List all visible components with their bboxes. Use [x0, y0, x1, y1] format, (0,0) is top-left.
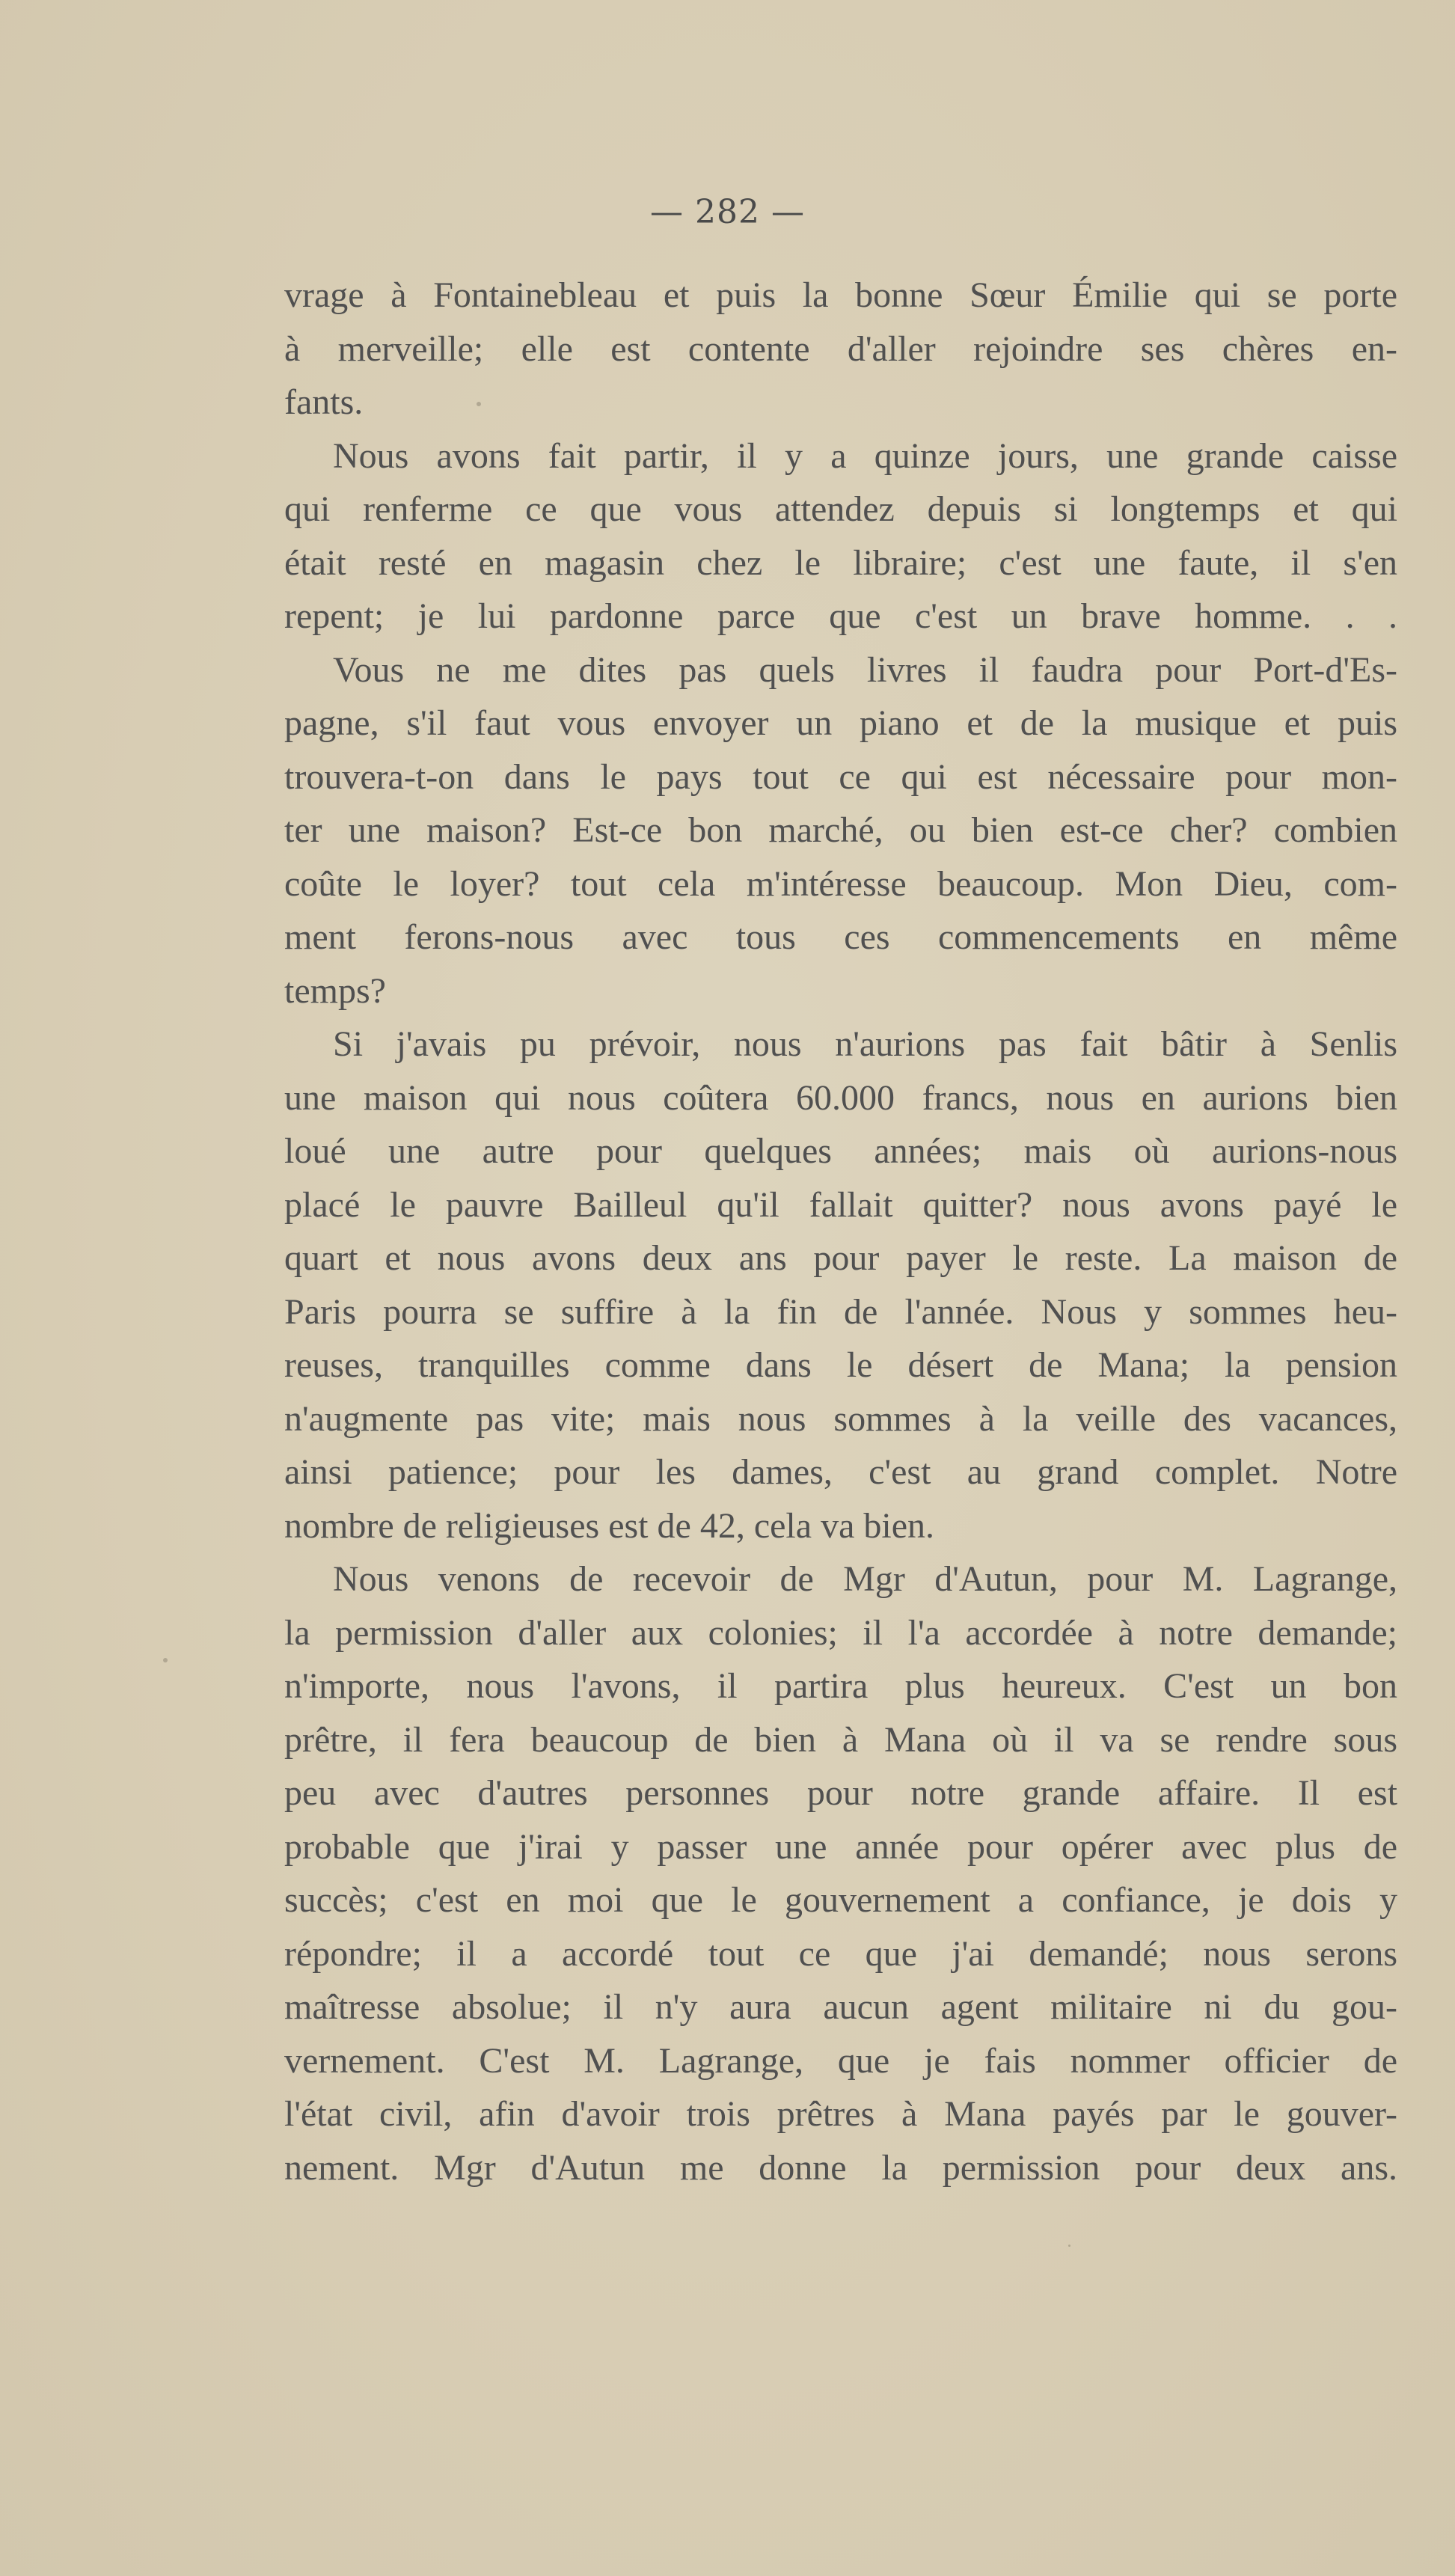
paper-speck [1068, 2245, 1070, 2247]
text-line: placé le pauvre Bailleul qu'il fallait quitter? nous avons payé le [284, 1184, 1397, 1225]
text-line: trouvera-t-on dans le pays tout ce qui est nécessaire pour mon- [284, 756, 1397, 797]
text-line: était resté en magasin chez le libraire; c'est une faute, il s'en [284, 542, 1397, 583]
text-line: à merveille; elle est contente d'aller rejoindre ses chères en- [284, 328, 1397, 369]
text-line: ment ferons-nous avec tous ces commencements en même [284, 917, 1397, 957]
text-line: maîtresse absolue; il n'y aura aucun agent militaire ni du gou- [284, 1987, 1397, 2027]
text-line: prêtre, il fera beaucoup de bien à Mana où il va se rendre sous [284, 1719, 1397, 1760]
text-line: n'augmente pas vite; mais nous sommes à la veille des vacances, [284, 1398, 1397, 1439]
text-line: Paris pourra se suffire à la fin de l'année. Nous y sommes heu- [284, 1291, 1397, 1332]
text-line: repent; je lui pardonne parce que c'est un brave homme. . . [284, 596, 1397, 636]
text-line: temps? [284, 970, 386, 1011]
text-line: Si j'avais pu prévoir, nous n'aurions pas fait bâtir à Senlis [333, 1024, 1397, 1064]
text-line: probable que j'irai y passer une année pour opérer avec plus de [284, 1826, 1397, 1867]
text-line: Vous ne me dites pas quels livres il faudra pour Port-d'Es- [333, 649, 1397, 690]
text-line: reuses, tranquilles comme dans le désert de Mana; la pension [284, 1345, 1397, 1385]
text-line: l'état civil, afin d'avoir trois prêtres à Mana payés par le gouver- [284, 2094, 1397, 2134]
body-text [284, 269, 1397, 2194]
text-line: n'importe, nous l'avons, il partira plus heureux. C'est un bon [284, 1666, 1397, 1706]
text-line: la permission d'aller aux colonies; il l'a accordée à notre demande; [284, 1612, 1397, 1653]
page-number: — 282 — [650, 193, 805, 231]
text-line: répondre; il a accordé tout ce que j'ai demandé; nous serons [284, 1933, 1397, 1974]
text-line: peu avec d'autres personnes pour notre grande affaire. Il est [284, 1773, 1397, 1813]
text-line: quart et nous avons deux ans pour payer le reste. La maison de [284, 1238, 1397, 1278]
text-line: Nous avons fait partir, il y a quinze jours, une grande caisse [333, 435, 1397, 476]
text-line: coûte le loyer? tout cela m'intéresse beaucoup. Mon Dieu, com- [284, 863, 1397, 904]
text-line: nement. Mgr d'Autun me donne la permission pour deux ans. [284, 2147, 1397, 2188]
paper-speck [477, 402, 481, 406]
text-line: Nous venons de recevoir de Mgr d'Autun, pour M. Lagrange, [333, 1559, 1397, 1599]
text-line: vernement. C'est M. Lagrange, que je fais nommer officier de [284, 2040, 1397, 2081]
text-line: pagne, s'il faut vous envoyer un piano et de la musique et puis [284, 703, 1397, 743]
text-line: succès; c'est en moi que le gouvernement a confiance, je dois y [284, 1880, 1397, 1920]
text-line: nombre de religieuses est de 42, cela va bien. [284, 1505, 935, 1546]
text-line: vrage à Fontainebleau et puis la bonne Sœur Émilie qui se porte [284, 275, 1397, 315]
text-line: ter une maison? Est-ce bon marché, ou bien est-ce cher? combien [284, 810, 1397, 850]
text-line: loué une autre pour quelques années; mais où aurions-nous [284, 1131, 1397, 1171]
text-line: qui renferme ce que vous attendez depuis si longtemps et qui [284, 489, 1397, 529]
paper-speck [163, 1658, 168, 1662]
text-line: une maison qui nous coûtera 60.000 francs, nous en aurions bien [284, 1077, 1397, 1118]
text-line: ainsi patience; pour les dames, c'est au grand complet. Notre [284, 1452, 1397, 1492]
text-line: fants. [284, 382, 364, 422]
